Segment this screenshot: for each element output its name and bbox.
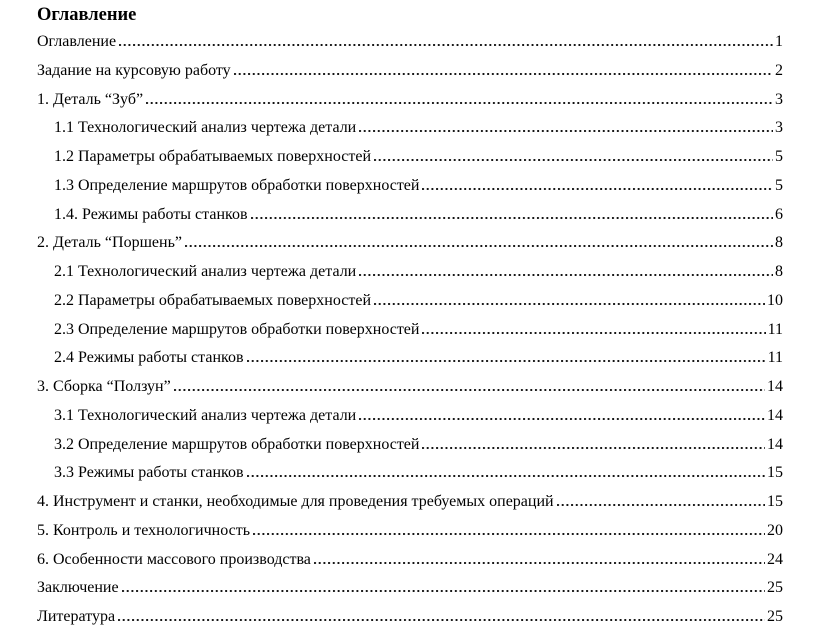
toc-entry[interactable]: [37, 574, 783, 603]
toc-entry-page: 25: [767, 579, 783, 597]
toc-entry-label: 3.1 Технологический анализ чертежа детали: [54, 406, 357, 424]
toc-entry-label: Заключение: [37, 579, 119, 597]
dotted-leader: [359, 130, 773, 132]
toc-entry-label: Литература: [37, 608, 116, 625]
toc-entry-page: 2: [775, 61, 783, 79]
toc-entry[interactable]: [37, 603, 783, 632]
toc-entry-label: 4. Инструмент и станки, необходимые для проведения требуемых операций: [37, 493, 554, 510]
toc-entry-page: 8: [775, 263, 783, 280]
toc-entry-label: 1.1 Технологический анализ чертежа детали: [54, 119, 357, 137]
toc-entry[interactable]: [37, 28, 783, 57]
dotted-leader: [422, 188, 773, 190]
toc-entry-page: 5: [775, 176, 783, 194]
dotted-leader: [374, 159, 773, 161]
toc-entry-page: 1: [775, 33, 783, 50]
toc-entry[interactable]: [37, 229, 783, 258]
dotted-leader: [253, 533, 765, 535]
dotted-leader: [359, 418, 765, 420]
toc-entry[interactable]: [37, 431, 783, 460]
toc-entry-page: 14: [767, 378, 783, 395]
dotted-leader: [119, 44, 773, 46]
toc-entry-label: 2.3 Определение маршрутов обработки поверхностей: [54, 320, 420, 338]
toc-entry[interactable]: [37, 172, 783, 201]
toc-entry-page: 15: [767, 464, 783, 482]
toc-entry-page: 11: [767, 349, 783, 367]
dotted-leader: [185, 245, 773, 247]
dotted-leader: [247, 360, 766, 362]
toc-entry-page: 20: [767, 521, 783, 539]
toc-entry[interactable]: [37, 517, 783, 546]
toc-entry[interactable]: [37, 373, 783, 402]
toc-entry[interactable]: [37, 488, 783, 517]
toc-entry-label: 3.3 Режимы работы станков: [54, 464, 244, 482]
dotted-leader: [557, 504, 765, 506]
toc-entry-label: 5. Контроль и технологичность: [37, 521, 250, 539]
dotted-leader: [422, 447, 765, 449]
toc-entry[interactable]: [37, 402, 783, 431]
toc-entry-page: 25: [767, 608, 783, 625]
dotted-leader: [118, 619, 765, 621]
dotted-leader: [251, 217, 773, 219]
dotted-leader: [314, 562, 765, 564]
dotted-leader: [122, 590, 765, 592]
page-title: Оглавление: [37, 5, 137, 25]
toc-entry[interactable]: [37, 316, 783, 345]
toc-entry[interactable]: [37, 201, 783, 230]
toc-entry-page: 14: [767, 406, 783, 424]
toc-entry-label: Оглавление: [37, 33, 117, 50]
toc-entry[interactable]: [37, 114, 783, 143]
dotted-leader: [146, 102, 773, 104]
toc-entry-page: 6: [775, 205, 783, 223]
dotted-leader: [374, 303, 765, 305]
toc-entry-label: 3.2 Определение маршрутов обработки поверхностей: [54, 435, 420, 453]
toc-entry-label: 2. Деталь “Поршень”: [37, 234, 182, 252]
toc-entry-label: Задание на курсовую работу: [37, 61, 231, 79]
toc-entry-page: 3: [775, 119, 783, 137]
dotted-leader: [359, 274, 773, 276]
toc-entry[interactable]: [37, 258, 783, 287]
dotted-leader: [422, 332, 765, 334]
toc-entry-page: 3: [775, 90, 783, 108]
toc-entry-label: 2.1 Технологический анализ чертежа детали: [54, 263, 357, 280]
dotted-leader: [234, 73, 773, 75]
toc-entry-page: 10: [767, 291, 783, 309]
toc-entry-label: 2.2 Параметры обрабатываемых поверхностей: [54, 291, 371, 309]
toc-entry-label: 1.4. Режимы работы станков: [54, 205, 248, 223]
toc-entry-page: 5: [775, 148, 783, 165]
toc-entry-label: 3. Сборка “Ползун”: [37, 378, 171, 395]
toc-entry[interactable]: [37, 143, 783, 172]
toc-entry-page: 11: [767, 320, 783, 338]
toc-entry-page: 14: [767, 435, 783, 453]
toc-entry[interactable]: [37, 86, 783, 115]
toc-entry-label: 2.4 Режимы работы станков: [54, 349, 244, 367]
toc-entry[interactable]: [37, 287, 783, 316]
toc-entry-label: 1.2 Параметры обрабатываемых поверхностей: [54, 148, 371, 165]
toc-entry[interactable]: [37, 57, 783, 86]
toc-entry-label: 6. Особенности массового производства: [37, 550, 311, 568]
toc-entry[interactable]: [37, 459, 783, 488]
toc-entry[interactable]: [37, 344, 783, 373]
toc-entry-label: 1. Деталь “Зуб”: [37, 90, 144, 108]
toc-entry[interactable]: [37, 546, 783, 575]
toc: [37, 28, 783, 632]
toc-entry-label: 1.3 Определение маршрутов обработки поверхностей: [54, 176, 420, 194]
toc-entry-page: 8: [775, 234, 783, 252]
toc-entry-page: 24: [767, 550, 783, 568]
dotted-leader: [247, 475, 765, 477]
toc-entry-page: 15: [767, 493, 783, 510]
dotted-leader: [174, 389, 765, 391]
